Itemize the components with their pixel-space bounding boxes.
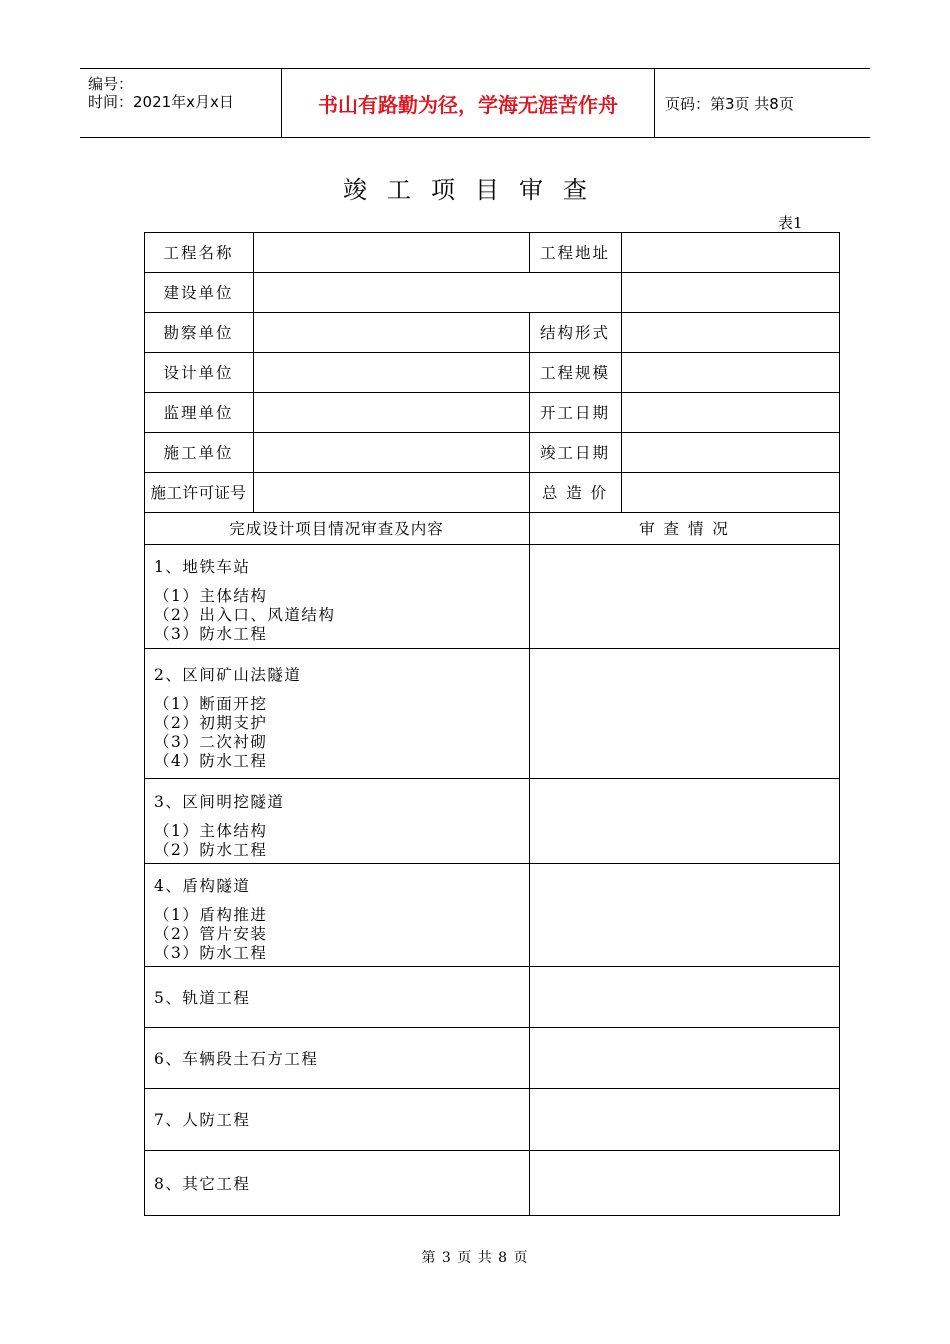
label-total-cost: 总 造 价 — [541, 484, 609, 502]
section-shield-tunnel — [154, 874, 267, 963]
section-civil-defense: 7、人防工程 — [154, 1111, 251, 1129]
date-label: 时间：2021年x月x日 — [88, 93, 234, 111]
section-item: （1）主体结构 — [154, 822, 268, 840]
page-footer: 第 3 页 共 8 页 — [421, 1250, 529, 1266]
review-content-header: 完成设计项目情况审查及内容 — [229, 520, 444, 538]
section-metro-station — [154, 555, 335, 644]
label-design-unit: 设计单位 — [163, 364, 234, 382]
label-project-name: 工程名称 — [163, 244, 234, 262]
label-survey-unit: 勘察单位 — [163, 324, 234, 342]
section-heading: 3、区间明挖隧道 — [154, 793, 285, 811]
header-motto: 书山有路勤为径，学海无涯苦作舟 — [282, 69, 655, 137]
section-heading: 1、地铁车站 — [154, 558, 251, 576]
review-status-header: 审 查 情 况 — [639, 520, 730, 538]
section-item: （2）初期支护 — [154, 714, 268, 732]
section-open-cut-tunnel — [154, 790, 284, 860]
label-completion-date: 竣工日期 — [539, 444, 610, 462]
section-item: （1）断面开挖 — [154, 695, 268, 713]
label-structure-type: 结构形式 — [539, 324, 610, 342]
section-item: （3）二次衬砌 — [154, 733, 268, 751]
label-project-scale: 工程规模 — [539, 364, 610, 382]
page-header — [80, 68, 870, 138]
header-page-label: 页码：第3页 共8页 — [665, 95, 794, 113]
section-item: （3）防水工程 — [154, 625, 268, 643]
label-construction-unit: 施工单位 — [163, 444, 234, 462]
section-item: （2）管片安装 — [154, 925, 268, 943]
section-item: （4）防水工程 — [154, 752, 268, 770]
label-supervision-unit: 监理单位 — [163, 404, 234, 422]
section-heading: 4、盾构隧道 — [154, 877, 251, 895]
table-number: 表1 — [778, 214, 803, 232]
section-item: （1）主体结构 — [154, 587, 268, 605]
section-item: （3）防水工程 — [154, 944, 268, 962]
label-project-address: 工程地址 — [539, 244, 610, 262]
section-heading: 2、区间矿山法隧道 — [154, 666, 302, 684]
section-depot-earthworks: 6、车辆段土石方工程 — [154, 1049, 319, 1068]
section-mining-tunnel — [154, 663, 301, 771]
page-title: 竣工项目审查 — [343, 176, 607, 204]
label-permit-no: 施工许可证号 — [150, 484, 247, 502]
number-label: 编号： — [88, 75, 134, 93]
section-item: （2）防水工程 — [154, 841, 268, 859]
section-track-works: 5、轨道工程 — [154, 988, 251, 1007]
section-item: （2）出入口、风道结构 — [154, 606, 336, 624]
header-meta — [80, 69, 282, 137]
label-start-date: 开工日期 — [539, 404, 610, 422]
section-item: （1）盾构推进 — [154, 906, 268, 924]
section-other-works: 8、其它工程 — [154, 1174, 251, 1193]
review-table — [144, 232, 840, 1216]
label-owner: 建设单位 — [163, 284, 234, 302]
